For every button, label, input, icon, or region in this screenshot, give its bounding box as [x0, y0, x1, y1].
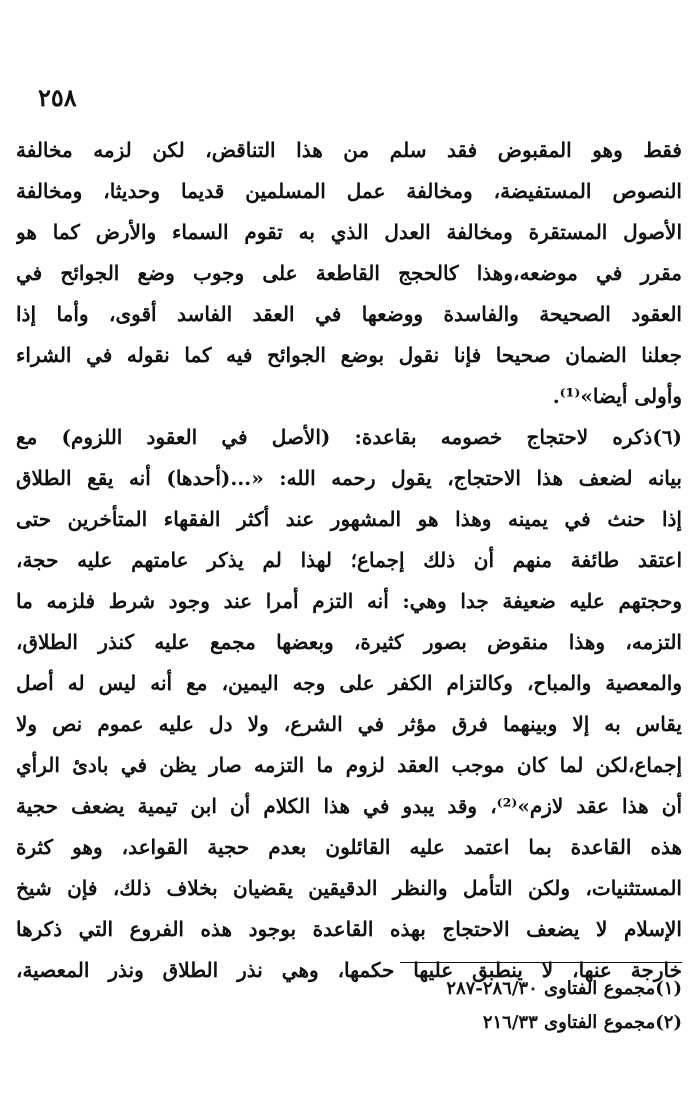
text-line: اعتقد طائفة منهم أن ذلك إجماع؛ لهذا لم يذكر عامتهم عليه حجة، — [16, 548, 682, 572]
text-line: فقط وهو المقبوض فقد سلم من هذا التناقض، لكن لزمه مخالفة — [16, 138, 682, 162]
text-line: خارجة عنها، لا ينطبق عليها حكمها، وهي نذر الطلاق ونذر المعصية، — [16, 958, 682, 982]
page-number: ٢٥٨ — [38, 83, 77, 112]
text-line: النصوص المستفيضة، ومخالفة عمل المسلمين قديما وحديثا، ومخالفة — [16, 179, 682, 203]
text-line: الأصول المستقرة ومخالفة العدل الذي به تقوم السماء والأرض كما هو — [16, 220, 682, 244]
text-line: وحجتهم عليه ضعيفة جدا وهي: أنه التزم أمرا عند وجود شرط فلزمه ما — [16, 589, 682, 613]
footnote-divider — [400, 962, 682, 963]
text-line: هذه القاعدة بما اعتمد عليه القائلون بعدم حجية القواعد، وهو كثرة — [16, 835, 682, 859]
text-line: المستثنيات، ولكن التأمل والنظر الدقيقين يقضيان بخلاف ذلك، فإن شيخ — [16, 876, 682, 900]
text-line: جعلنا الضمان صحيحا فإنا نقول بوضع الجوائح فيه كما نقوله في الشراء — [16, 343, 682, 367]
footnote: (١)مجموع الفتاوى ٢٨٦/٣٠-٢٨٧ — [446, 978, 682, 999]
text-line: التزمه، وهذا منقوض بصور كثيرة، وبعضها مجمع عليه كنذر الطلاق، — [16, 630, 682, 654]
body-text — [16, 130, 682, 991]
text-line: إجماع،لكن لما كان موجب العقد لزوم ما التزمه صار يظن في بادئ الرأي — [16, 753, 682, 777]
text-line: (٦)ذكره لاحتجاج خصومه بقاعدة: (الأصل في العقود اللزوم) مع — [16, 425, 682, 449]
text-line: أن هذا عقد لازم»⁽²⁾، وقد يبدو في هذا الكلام أن ابن تيمية يضعف حجية — [16, 794, 682, 818]
text-line: العقود الصحيحة والفاسدة ووضعها في العقد الفاسد أقوى، وأما إذا — [16, 302, 682, 326]
text-line: إذا حنث في يمينه وهذا هو المشهور عند أكثر الفقهاء المتأخرين حتى — [16, 507, 682, 531]
footnotes — [200, 972, 682, 1040]
text-line: الإسلام لا يضعف الاحتجاج بهذه القاعدة بوجود هذه الفروع التي ذكرها — [16, 917, 682, 941]
text-line: يقاس به إلا وبينهما فرق مؤثر في الشرع، ولا دل عليه عموم نص ولا — [16, 712, 682, 736]
text-line: وأولى أيضا»⁽¹⁾. — [552, 384, 682, 408]
text-line: مقرر في موضعه،وهذا كالحجج القاطعة على وجوب وضع الجوائح في — [16, 261, 682, 285]
footnote: (٢)مجموع الفتاوى ٢١٦/٣٣ — [482, 1012, 682, 1033]
text-line: والمعصية والمباح، وكالتزام الكفر على وجه اليمين، مع أنه ليس له أصل — [16, 671, 682, 695]
text-line: بيانه لضعف هذا الاحتجاج، يقول رحمه الله: «...(أحدها) أنه يقع الطلاق — [16, 466, 682, 490]
